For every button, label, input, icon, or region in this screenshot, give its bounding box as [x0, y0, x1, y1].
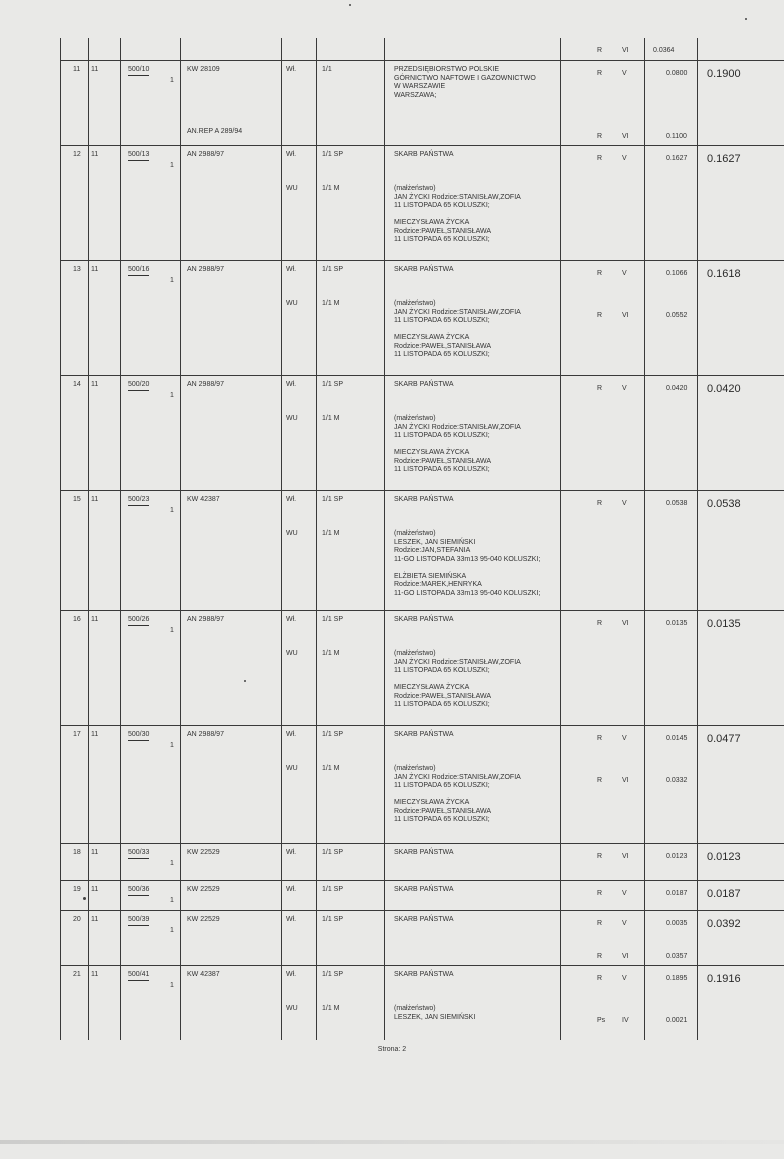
land-class: R: [597, 133, 603, 140]
land-class: R: [597, 853, 603, 860]
owner-text: 11 LISTOPADA 65 KOLUSZKI;: [394, 816, 490, 823]
land-class: R: [597, 312, 603, 319]
land-subclass: VI: [622, 777, 629, 784]
land-subclass: VI: [622, 853, 629, 860]
owner-text: SKARB PAŃSTWA: [394, 266, 454, 273]
owner-text: MIECZYSŁAWA ŻYCKA: [394, 334, 470, 341]
row-number: 19: [73, 886, 81, 893]
parcel-denominator: 1: [170, 162, 174, 169]
precinct-number: 11: [91, 886, 99, 893]
row-number: 21: [73, 971, 81, 978]
table-column-line: [120, 38, 121, 1040]
land-subclass: VI: [622, 620, 629, 627]
table-column-line: [697, 38, 698, 1040]
land-register-number: KW 28109: [187, 66, 220, 73]
ownership-share: 1/1 SP: [322, 266, 344, 273]
land-register-number: KW 42387: [187, 971, 220, 978]
parcel-number: 500/26: [128, 616, 149, 626]
table-row-line: [60, 843, 784, 844]
scan-speck: [244, 680, 246, 682]
table-row-line: [60, 145, 784, 146]
owner-text: 11-GO LISTOPADA 33m13 95-040 KOLUSZKI;: [394, 555, 541, 563]
precinct-number: 11: [91, 266, 99, 273]
parcel-denominator: 1: [170, 927, 174, 934]
land-area: 0.0538: [666, 500, 688, 507]
land-register-ref: AN.REP A 289/94: [187, 128, 243, 135]
ownership-share: 1/1 SP: [322, 151, 344, 158]
ownership-share: 1/1 SP: [322, 496, 344, 503]
table-row-line: [60, 610, 784, 611]
land-class: R: [597, 385, 603, 392]
land-subclass: V: [622, 155, 627, 162]
owner-text: (małżeństwo): [394, 530, 436, 537]
parcel-denominator: 1: [170, 897, 174, 904]
owner-text: Rodzice:PAWEŁ,STANISŁAWA: [394, 227, 491, 235]
table-row-line: [60, 60, 784, 61]
owner-text: 11 LISTOPADA 65 KOLUSZKI;: [394, 466, 490, 473]
land-area: 0.1627: [666, 155, 688, 162]
owner-text: JAN ŻYCKI Rodzice:STANISŁAW,ZOFIA: [394, 658, 521, 666]
land-subclass: IV: [622, 1017, 629, 1024]
land-area: 0.0420: [666, 385, 688, 392]
parcel-total-area: 0.0187: [707, 888, 741, 900]
parcel-total-area: 0.0477: [707, 733, 741, 745]
parcel-number: 500/13: [128, 151, 149, 161]
parcel-number: 500/30: [128, 731, 149, 741]
land-register-number: AN 2988/97: [187, 381, 224, 388]
land-register-number: KW 22529: [187, 886, 220, 893]
land-class: R: [597, 620, 603, 627]
ownership-share: 1/1 SP: [322, 849, 344, 856]
table-row-line: [60, 490, 784, 491]
row-number: 20: [73, 916, 81, 923]
ownership-share: 1/1 M: [322, 415, 340, 422]
owner-text: SKARB PAŃSTWA: [394, 731, 454, 738]
owner-text: SKARB PAŃSTWA: [394, 886, 454, 893]
land-area: 0.0357: [666, 953, 688, 960]
owner-text: SKARB PAŃSTWA: [394, 971, 454, 978]
ownership-type: Wł.: [286, 66, 297, 73]
table-row-line: [60, 965, 784, 966]
parcel-total-area: 0.1618: [707, 268, 741, 280]
parcel-number: 500/16: [128, 266, 149, 276]
owner-text: 11 LISTOPADA 65 KOLUSZKI;: [394, 667, 490, 674]
parcel-total-area: 0.1916: [707, 973, 741, 985]
scan-speck: [83, 897, 86, 900]
land-area: 0.0145: [666, 735, 688, 742]
ownership-share: 1/1 M: [322, 530, 340, 537]
owner-text: 11 LISTOPADA 65 KOLUSZKI;: [394, 782, 490, 789]
precinct-number: 11: [91, 381, 99, 388]
land-subclass: VI: [622, 953, 629, 960]
precinct-number: 11: [91, 616, 99, 623]
table-column-line: [60, 38, 61, 1040]
ownership-type: Wł.: [286, 616, 297, 623]
parcel-total-area: 0.0538: [707, 498, 741, 510]
owner-text: Rodzice:JAN,STEFANIA: [394, 547, 471, 554]
land-area: 0.1100: [666, 133, 687, 140]
land-area: 0.0035: [666, 920, 688, 927]
owner-text: LESZEK, JAN SIEMIŃSKI: [394, 1013, 476, 1021]
owner-text: SKARB PAŃSTWA: [394, 381, 454, 388]
owner-text: PRZEDSIĘBIORSTWO POLSKIE: [394, 66, 500, 73]
table-row-line: [60, 725, 784, 726]
ownership-type: WU: [286, 1005, 298, 1012]
land-class: R: [597, 155, 603, 162]
precinct-number: 11: [91, 731, 99, 738]
owner-text: (małżeństwo): [394, 1005, 436, 1012]
land-class: R: [597, 270, 603, 277]
land-register-number: AN 2988/97: [187, 151, 224, 158]
parcel-total-area: 0.1900: [707, 68, 741, 80]
land-class: R: [597, 500, 603, 507]
ownership-type: WU: [286, 300, 298, 307]
land-subclass: V: [622, 70, 627, 77]
land-area: 0.1895: [666, 975, 688, 982]
precinct-number: 11: [91, 66, 99, 73]
owner-text: SKARB PAŃSTWA: [394, 151, 454, 158]
land-area: 0.0552: [666, 312, 688, 319]
ownership-share: 1/1 SP: [322, 971, 344, 978]
table-column-line: [88, 38, 89, 1040]
row-number: 17: [73, 731, 81, 738]
ownership-share: 1/1 M: [322, 1005, 340, 1012]
parcel-denominator: 1: [170, 507, 174, 514]
table-column-line: [180, 38, 181, 1040]
ownership-type: WU: [286, 185, 298, 192]
owner-text: JAN ŻYCKI Rodzice:STANISŁAW,ZOFIA: [394, 773, 521, 781]
ownership-type: Wł.: [286, 151, 297, 158]
owner-text: JAN ŻYCKI Rodzice:STANISŁAW,ZOFIA: [394, 193, 521, 201]
ownership-type: WU: [286, 650, 298, 657]
parcel-number: 500/33: [128, 849, 149, 859]
table-column-line: [316, 38, 317, 1040]
land-class: R: [597, 890, 603, 897]
land-area: 0.0187: [666, 890, 688, 897]
precinct-number: 11: [91, 916, 99, 923]
owner-text: (małżeństwo): [394, 650, 436, 657]
precinct-number: 11: [91, 496, 99, 503]
table-column-line: [281, 38, 282, 1040]
ownership-type: Wł.: [286, 971, 297, 978]
land-class: R: [597, 975, 603, 982]
owner-text: GÓRNICTWO NAFTOWE I GAZOWNICTWO: [394, 74, 536, 82]
owner-text: 11 LISTOPADA 65 KOLUSZKI;: [394, 317, 490, 324]
land-class: R: [597, 70, 603, 77]
ownership-type: Wł.: [286, 916, 297, 923]
page-number: Strona: 2: [377, 1046, 407, 1053]
land-register-number: KW 22529: [187, 849, 220, 856]
land-area: 0.0800: [666, 70, 688, 77]
owner-text: (małżeństwo): [394, 185, 436, 192]
ownership-share: 1/1 SP: [322, 731, 344, 738]
land-register-number: AN 2988/97: [187, 731, 224, 738]
table-row-line: [60, 910, 784, 911]
owner-text: SKARB PAŃSTWA: [394, 496, 454, 503]
table-column-line: [560, 38, 561, 1040]
owner-text: Rodzice:PAWEŁ,STANISŁAWA: [394, 457, 491, 465]
ownership-share: 1/1 M: [322, 765, 340, 772]
land-class: R: [597, 953, 603, 960]
ownership-share: 1/1 SP: [322, 381, 344, 388]
row-number: 15: [73, 496, 81, 503]
land-register-number: AN 2988/97: [187, 266, 224, 273]
land-subclass: V: [622, 975, 627, 982]
owner-text: 11 LISTOPADA 65 KOLUSZKI;: [394, 236, 490, 243]
parcel-number: 500/39: [128, 916, 149, 926]
parcel-denominator: 1: [170, 860, 174, 867]
owner-text: 11 LISTOPADA 65 KOLUSZKI;: [394, 701, 490, 708]
parcel-number: 500/20: [128, 381, 149, 391]
owner-text: 11-GO LISTOPADA 33m13 95-040 KOLUSZKI;: [394, 589, 541, 597]
owner-text: 11 LISTOPADA 65 KOLUSZKI;: [394, 351, 490, 358]
land-class: R: [597, 47, 603, 54]
parcel-denominator: 1: [170, 982, 174, 989]
parcel-total-area: 0.0392: [707, 918, 741, 930]
row-number: 12: [73, 151, 81, 158]
parcel-total-area: 0.0123: [707, 851, 741, 863]
ownership-share: 1/1 M: [322, 650, 340, 657]
parcel-number: 500/36: [128, 886, 149, 896]
land-class: R: [597, 735, 603, 742]
land-subclass: VI: [622, 47, 629, 54]
row-number: 18: [73, 849, 81, 856]
owner-text: MIECZYSŁAWA ŻYCKA: [394, 219, 470, 226]
owner-text: Rodzice:PAWEŁ,STANISŁAWA: [394, 342, 491, 350]
ownership-type: Wł.: [286, 496, 297, 503]
land-class: R: [597, 777, 603, 784]
parcel-number: 500/10: [128, 66, 149, 76]
ownership-type: Wł.: [286, 381, 297, 388]
land-register-number: KW 42387: [187, 496, 220, 503]
land-subclass: V: [622, 500, 627, 507]
land-subclass: V: [622, 890, 627, 897]
row-number: 13: [73, 266, 81, 273]
parcel-number: 500/23: [128, 496, 149, 506]
owner-text: Rodzice:PAWEŁ,STANISŁAWA: [394, 692, 491, 700]
ownership-type: WU: [286, 765, 298, 772]
owner-text: SKARB PAŃSTWA: [394, 616, 454, 623]
owner-text: (małżeństwo): [394, 300, 436, 307]
table-row-line: [60, 260, 784, 261]
ownership-share: 1/1 M: [322, 300, 340, 307]
parcel-denominator: 1: [170, 77, 174, 84]
land-area: 0.1066: [666, 270, 688, 277]
precinct-number: 11: [91, 849, 99, 856]
owner-text: W WARSZAWIE: [394, 83, 446, 90]
ownership-type: Wł.: [286, 266, 297, 273]
owner-text: MIECZYSŁAWA ŻYCKA: [394, 684, 470, 691]
land-subclass: V: [622, 920, 627, 927]
owner-text: JAN ŻYCKI Rodzice:STANISŁAW,ZOFIA: [394, 308, 521, 316]
ownership-share: 1/1 SP: [322, 616, 344, 623]
parcel-denominator: 1: [170, 742, 174, 749]
table-row-line: [60, 880, 784, 881]
scan-speck: [745, 18, 747, 20]
row-number: 16: [73, 616, 81, 623]
land-class: Ps: [597, 1017, 606, 1024]
land-class: R: [597, 920, 603, 927]
land-area: 0.0332: [666, 777, 688, 784]
table-row-line: [60, 375, 784, 376]
ownership-share: 1/1 SP: [322, 886, 344, 893]
land-subclass: VI: [622, 133, 629, 140]
parcel-total-area: 0.0420: [707, 383, 741, 395]
ownership-type: Wł.: [286, 849, 297, 856]
ownership-type: Wł.: [286, 886, 297, 893]
land-area: 0.0364: [653, 47, 675, 54]
land-subclass: VI: [622, 312, 629, 319]
table-column-line: [384, 38, 385, 1040]
table-column-line: [644, 38, 645, 1040]
parcel-number: 500/41: [128, 971, 149, 981]
land-subclass: V: [622, 385, 627, 392]
ownership-share: 1/1 SP: [322, 916, 344, 923]
owner-text: SKARB PAŃSTWA: [394, 916, 454, 923]
owner-text: SKARB PAŃSTWA: [394, 849, 454, 856]
owner-text: 11 LISTOPADA 65 KOLUSZKI;: [394, 202, 490, 209]
owner-text: Rodzice:PAWEŁ,STANISŁAWA: [394, 807, 491, 815]
owner-text: ELŻBIETA SIEMIŃSKA: [394, 572, 467, 580]
land-register-number: AN 2988/97: [187, 616, 224, 623]
row-number: 14: [73, 381, 81, 388]
ownership-type: Wł.: [286, 731, 297, 738]
parcel-total-area: 0.0135: [707, 618, 741, 630]
parcel-total-area: 0.1627: [707, 153, 741, 165]
land-register-number: KW 22529: [187, 916, 220, 923]
land-area: 0.0123: [666, 853, 688, 860]
ownership-share: 1/1 M: [322, 185, 340, 192]
land-subclass: V: [622, 735, 627, 742]
ownership-type: WU: [286, 415, 298, 422]
precinct-number: 11: [91, 151, 99, 158]
owner-text: MIECZYSŁAWA ŻYCKA: [394, 799, 470, 806]
land-area: 0.0021: [666, 1017, 688, 1024]
scan-edge-shadow: [0, 1140, 784, 1144]
precinct-number: 11: [91, 971, 99, 978]
owner-text: LESZEK, JAN SIEMIŃSKI: [394, 538, 476, 546]
scan-speck: [349, 4, 351, 6]
parcel-denominator: 1: [170, 392, 174, 399]
owner-text: JAN ŻYCKI Rodzice:STANISŁAW,ZOFIA: [394, 423, 521, 431]
owner-text: MIECZYSŁAWA ŻYCKA: [394, 449, 470, 456]
owner-text: WARSZAWA;: [394, 91, 437, 99]
owner-text: 11 LISTOPADA 65 KOLUSZKI;: [394, 432, 490, 439]
land-area: 0.0135: [666, 620, 688, 627]
ownership-share: 1/1: [322, 66, 332, 73]
ownership-type: WU: [286, 530, 298, 537]
row-number: 11: [73, 66, 81, 73]
land-subclass: V: [622, 270, 627, 277]
owner-text: Rodzice:MAREK,HENRYKA: [394, 581, 482, 588]
parcel-denominator: 1: [170, 627, 174, 634]
owner-text: (małżeństwo): [394, 765, 436, 772]
owner-text: (małżeństwo): [394, 415, 436, 422]
parcel-denominator: 1: [170, 277, 174, 284]
